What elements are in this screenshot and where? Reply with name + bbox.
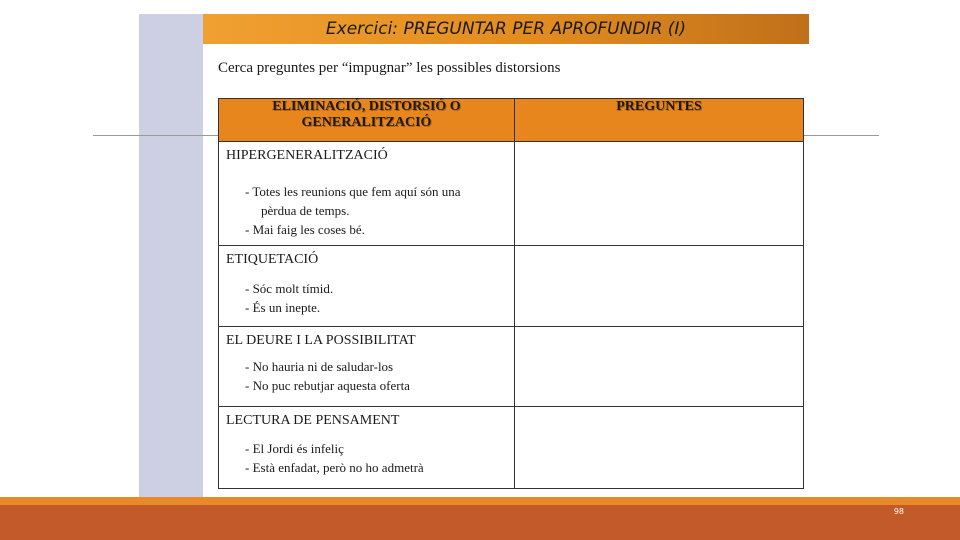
distortion-cell: [219, 246, 515, 327]
divider-right: [803, 135, 879, 136]
example-text: - Totes les reunions que fem aquí són una: [245, 184, 461, 199]
example-list: [219, 439, 514, 477]
table-header-row: [219, 99, 804, 142]
question-cell[interactable]: [515, 246, 804, 327]
category-label: ETIQUETACIÓ: [226, 252, 319, 267]
example-list: [219, 182, 514, 239]
footer-bar: [0, 505, 960, 540]
footer-accent-band: [0, 497, 960, 505]
table-row: [219, 327, 804, 407]
table-row: [219, 246, 804, 327]
example-text: - Sóc molt tímid.: [245, 281, 334, 296]
question-cell[interactable]: [515, 327, 804, 407]
example-text: pèrdua de temps.: [261, 203, 350, 218]
example-text: - El Jordi és infeliç: [245, 441, 344, 456]
table-row: [219, 142, 804, 246]
distortion-cell: [219, 407, 515, 489]
title-banner: [203, 14, 809, 44]
table-row: [219, 407, 804, 489]
slide-title: Exercici: PREGUNTAR PER APROFUNDIR (I): [325, 19, 687, 39]
example-list: [219, 279, 514, 317]
example-list: [219, 357, 514, 395]
header-distortion: ELIMINACIÓ, DISTORSIÓ O GENERALITZACIÓ: [219, 99, 515, 142]
question-cell[interactable]: [515, 407, 804, 489]
divider-left: [93, 135, 218, 136]
header-questions: PREGUNTES: [515, 99, 804, 142]
distortion-cell: [219, 327, 515, 407]
category-label: EL DEURE I LA POSSIBILITAT: [226, 333, 416, 348]
left-accent-bar: [139, 14, 203, 525]
distortion-cell: [219, 142, 515, 246]
page-number: 98: [893, 507, 904, 516]
category-label: HIPERGENERALITZACIÓ: [226, 148, 388, 163]
exercise-table: [218, 98, 804, 489]
example-text: - No puc rebutjar aquesta oferta: [245, 378, 410, 393]
example-text: - És un inepte.: [245, 300, 321, 315]
slide-subtitle: Cerca preguntes per “impugnar” les possibles distorsions: [218, 60, 561, 76]
example-text: - No hauria ni de saludar-los: [245, 359, 394, 374]
example-text: - Està enfadat, però no ho admetrà: [245, 460, 424, 475]
category-label: LECTURA DE PENSAMENT: [226, 413, 400, 428]
question-cell[interactable]: [515, 142, 804, 246]
example-text: - Mai faig les coses bé.: [245, 222, 365, 237]
